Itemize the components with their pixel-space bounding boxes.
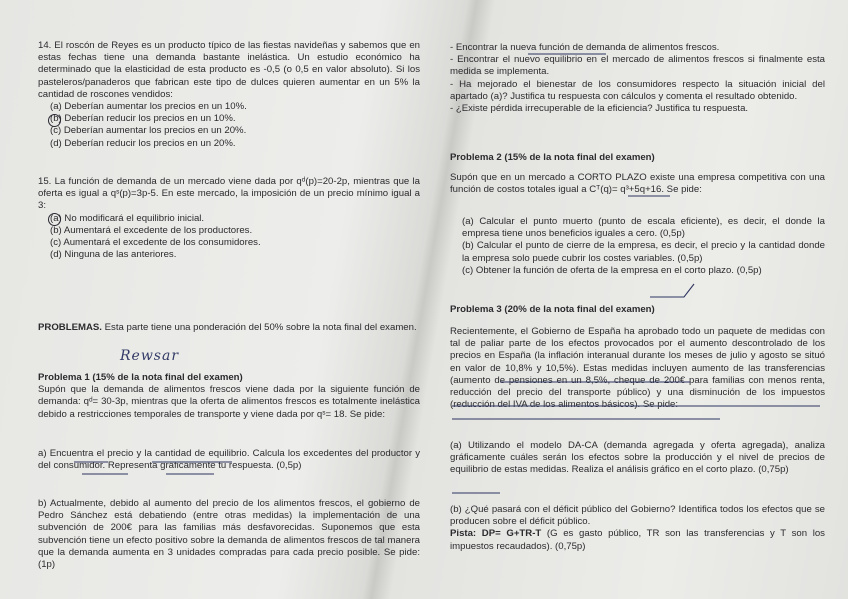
question-14-text: 14. El roscón de Reyes es un producto típico de las fiestas navideñas y sabemos que en estas fechas tiene una demanda bastante inelástica. Un estudio económico ha determinado que la elasticidad de esta producto es -0,5 (o 0,5 en valor absoluto). Si los pasteleros/panaderos que fabrican este tipo de dulces quieren aumentar en un 5% la cantidad de roscones vendidos: — [38, 40, 420, 100]
problem-3-part-a: (a) Utilizando el modelo DA-CA (demanda agregada y oferta agregada), analiza gráficamente cuáles serán los efectos sobre la producción y el nivel de precios de equilibrio de estas medidas. Realiza el análisis gráfico en el corto plazo. (0,75p) — [450, 440, 825, 476]
question-15-option-c: (c) Aumentará el excedente de los consumidores. — [50, 237, 261, 249]
question-15-option-b: (b) Aumentará el excedente de los productores. — [50, 224, 253, 236]
bullet-item: - ¿Existe pérdida irrecuperable de la eficiencia? Justifica tu respuesta. — [450, 103, 749, 115]
hint-formula: DP= G+TR-T — [481, 528, 542, 540]
problem-3-part-b: (b) ¿Qué pasará con el déficit público del Gobierno? Identifica todos los efectos que se producen sobre el déficit público. — [450, 504, 825, 528]
check-mark — [650, 284, 694, 297]
problem-1-text: Supón que la demanda de alimentos frescos viene dada por la siguiente función de demanda: qᵈ= 30-3p, mientras que la oferta de alimentos frescos es totalmente inelástica debido a restricciones temporales de transporte y viene dada por qˢ= 18. Se pide: — [38, 384, 420, 420]
question-15-option-d: (d) Ninguna de las anteriores. — [50, 249, 177, 261]
problem-1-part-b-text: b) Actualmente, debido al aumento del precio de los alimentos frescos, el gobierno de Pedro Sánchez está debatiendo (entre otras medidas) la implementación de una subvención de 200€ para las familias más desfavorecidas. Suponemos que esta subvención tiene un efecto positivo sobre la demanda de alimentos frescos de tal manera que la demanda aumenta en 3 unidades compradas para cada precio posible. Se pide: (1p) — [38, 498, 420, 571]
hint-text: (G es gasto público, TR son las transferencias y T son los impuestos recaudados). (0,75p) — [450, 528, 825, 552]
question-15-option-a: (a) No modificará el equilibrio inicial. — [50, 212, 205, 224]
problem-3-title: Problema 3 (20% de la nota final del examen) — [450, 304, 655, 315]
question-14-option-a: (a) Deberían aumentar los precios en un 10%. — [50, 101, 247, 113]
question-14-option-c: (c) Deberían aumentar los precios en un 20%. — [50, 125, 247, 137]
question-14-option-b: (b) Deberían reducir los precios en un 10%. — [50, 113, 236, 125]
problem-2-text: Supón que en un mercado a CORTO PLAZO existe una empresa competitiva con una función de costos totales igual a Cᵀ(q)= q³+5q+16. Se pide: — [450, 172, 825, 196]
problem-2-part-a: (a) Calcular el punto muerto (punto de escala eficiente), es decir, el donde la empresa tiene unos beneficios iguales a cero. (0,5p) — [462, 216, 825, 240]
problems-intro-text: Esta parte tiene una ponderación del 50% sobre la nota final del examen. — [101, 322, 417, 333]
problem-1-title: Problema 1 (15% de la nota final del examen) — [38, 372, 243, 383]
problem-3-text: Recientemente, el Gobierno de España ha aprobado todo un paquete de medidas con tal de paliar parte de los efectos provocados por el aumento descontrolado de los precios en España (la inflación interanual durante los meses de julio y agosto se situó en valor de 10,8% y 10,5%). Estas medidas incluyen aumento de las transferencias (aumento de pensiones en un 8,5%, cheque de 200€ para familias con menos renta, reducción del precio del transporte público) y una disminución de los impuestos (reducción del IVA de los alimentos básicos). Se pide: — [450, 326, 825, 411]
problems-heading: PROBLEMAS. — [38, 322, 102, 333]
hint-label: Pista: — [450, 528, 477, 540]
problem-1-part-a-text: a) Encuentra el precio y la cantidad de equilibrio. Calcula los excedentes del productor y del consumidor. Representa gráficamente tu respuesta. (0,5p) — [38, 448, 420, 472]
question-15-text: 15. La función de demanda de un mercado viene dada por qᵈ(p)=20-2p, mientras que la oferta es igual a qˢ(p)=3p-5. En este mercado, la imposición de un precio mínimo igual a 3: — [38, 176, 420, 212]
problem-2-title: Problema 2 (15% de la nota final del examen) — [450, 152, 655, 163]
question-14-option-d: (d) Deberían reducir los precios en un 20%. — [50, 137, 236, 149]
problem-2-part-c: (c) Obtener la función de oferta de la empresa en el corto plazo. (0,5p) — [462, 264, 762, 276]
handwritten-note: Rewsar — [120, 348, 180, 364]
bullet-item: - Ha mejorado el bienestar de los consumidores respecto la situación inicial del apartado (a)? Justifica tu respuesta con cálculos y comenta el resultado obtenido. — [450, 78, 825, 102]
bullet-item: - Encontrar la nueva función de demanda de alimentos frescos. — [450, 42, 720, 53]
bullet-item: - Encontrar el nuevo equilibrio en el mercado de alimentos frescos si finalmente esta medida se implementa. — [450, 54, 825, 78]
problem-2-part-b: (b) Calcular el punto de cierre de la empresa, es decir, el precio y la cantidad donde la empresa solo puede cubrir los costes variables. (0,5p) — [462, 240, 825, 264]
